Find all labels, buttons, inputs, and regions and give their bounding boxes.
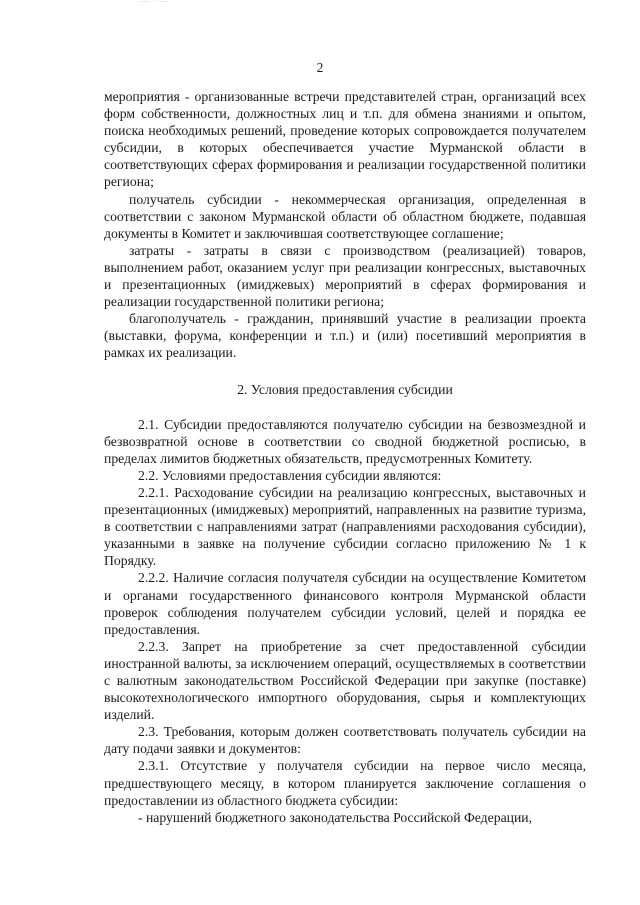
clause-2-2: 2.2. Условиями предоставления субсидии являются:: [138, 467, 442, 483]
clause-2-3-1-item: - нарушений бюджетного законодательства Российской Федерации,: [138, 809, 533, 825]
section-heading: 2. Условия предоставления субсидии: [237, 381, 453, 397]
definition-paragraph-events: мероприятия - организованные встречи представителей стран, организаций всех форм собственности, должностных лиц и т.п. для обмена знаниями и опытом, поиска необходимых решений, проведение которых сопровождается получателем субсидии, в которых обеспечивается участие Мурманской области в соответствующих сферах формирования и реализации государственной политики региона;: [104, 89, 586, 190]
scan-artifact: — · —: [140, 0, 169, 7]
clause-2-2-1: 2.2.1. Расходование субсидии на реализацию конгрессных, выставочных и презентационных (имиджевых) мероприятий, направленных на развитие туризма, в соответствии с направлениями затрат (направлениями расходования субсидии), указанными в заявке на получение субсидии согласно приложению № 1 к Порядку.: [104, 484, 586, 569]
definition-paragraph-beneficiary: благополучатель - гражданин, принявший участие в реализации проекта (выставки, форума, конференции и т.п.) и (или) посетивший мероприятия в рамках их реализации.: [104, 311, 586, 361]
clause-2-2-3: 2.2.3. Запрет на приобретение за счет предоставленной субсидии иностранной валюты, за исключением операций, осуществляемых в соответствии с валютным законодательством Российской Федерации при закупке (поставке) высокотехнологического импортного оборудования, сырья и комплектующих изделий.: [104, 638, 586, 723]
definition-paragraph-recipient: получатель субсидии - некоммерческая организация, определенная в соответствии с законом Мурманской области об областном бюджете, подавшая документы в Комитет и заключившая соответствующее соглашение;: [104, 191, 586, 241]
definition-paragraph-costs: затраты - затраты в связи с производством (реализацией) товаров, выполнением работ, оказанием услуг при реализации конгрессных, выставочных и презентационных (имиджевых) мероприятий в сферах формирования и реализации государственной политики региона;: [104, 242, 586, 310]
clause-2-1: 2.1. Субсидии предоставляются получателю субсидии на безвозмездной и безвозвратной основе в соответствии со сводной бюджетной росписью, в пределах лимитов бюджетных обязательств, предусмотренных Комитету.: [104, 416, 586, 466]
clause-2-3: 2.3. Требования, которым должен соответствовать получатель субсидии на дату подачи заявки и документов:: [104, 724, 586, 757]
clause-2-2-2: 2.2.2. Наличие согласия получателя субсидии на осуществление Комитетом и органами государственного финансового контроля Мурманской области проверок соблюдения получателем субсидии условий, целей и порядка ее предоставления.: [104, 570, 586, 637]
page-number: 2: [316, 60, 324, 75]
document-body: [104, 88, 586, 826]
clause-2-3-1: 2.3.1. Отсутствие у получателя субсидии на первое число месяца, предшествующего месяцу, в котором планируется заключение соглашения о предоставлении из областного бюджета субсидии:: [104, 758, 586, 808]
